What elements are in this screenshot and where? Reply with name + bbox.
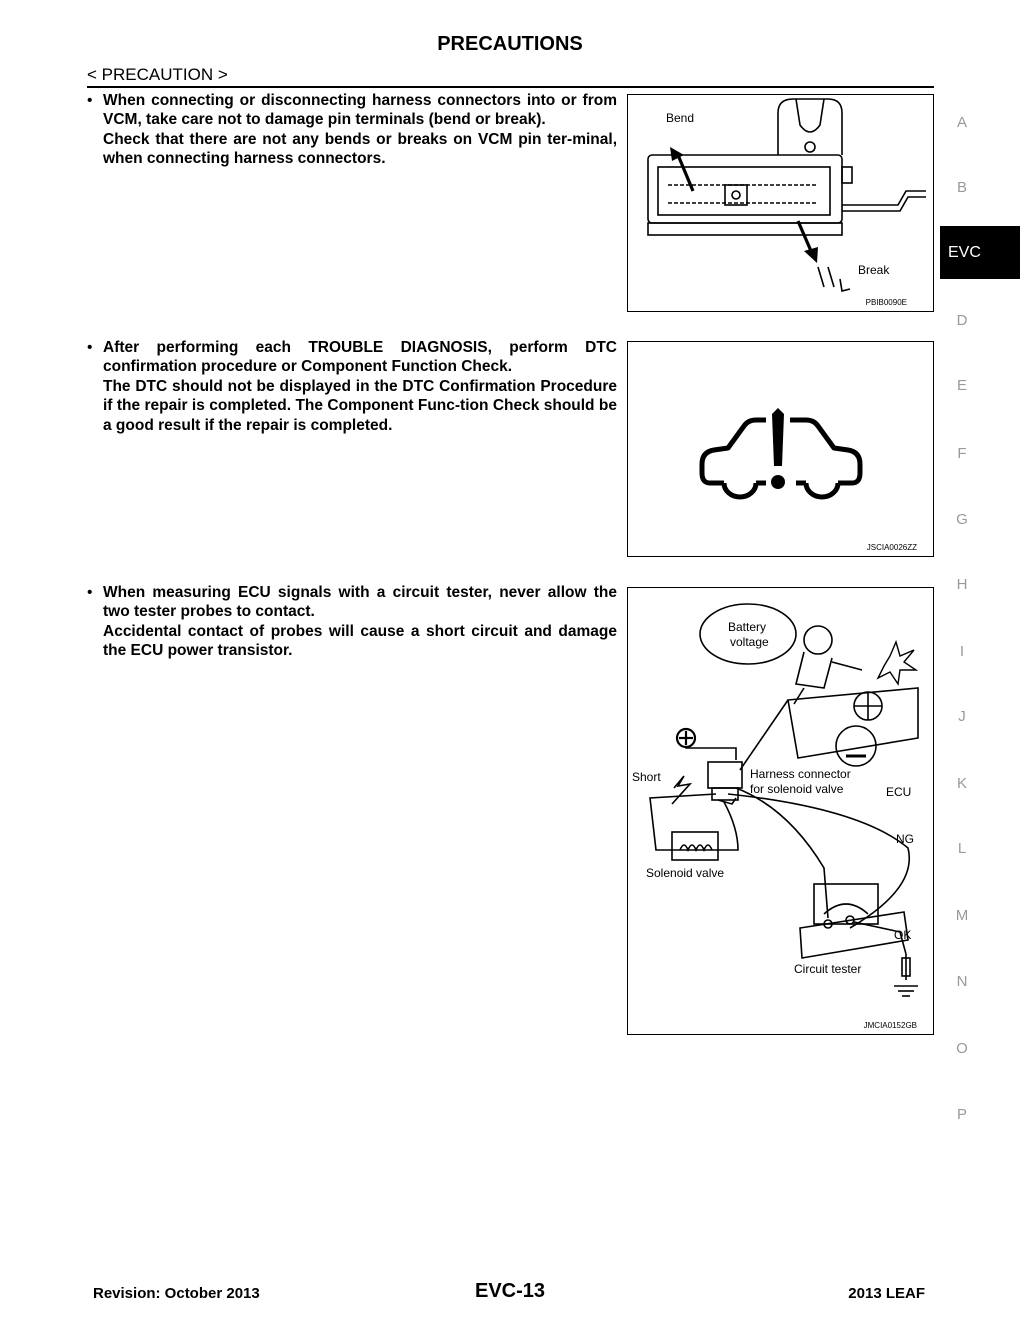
footer-page-number: EVC-13	[474, 1280, 546, 1302]
solenoid-label: Solenoid valve	[646, 866, 725, 880]
bullet-marker: •	[87, 92, 93, 109]
figure-id: JMCIA0152GB	[863, 1021, 917, 1030]
precaution-text: When measuring ECU signals with a circuit tester, never allow the two tester probes to contact.	[103, 584, 617, 621]
index-letter[interactable]: G	[956, 511, 968, 528]
footer-model: 2013 LEAF	[848, 1285, 925, 1302]
index-tab-active[interactable]: EVC	[940, 226, 1020, 279]
index-letter[interactable]: B	[956, 179, 967, 196]
index-letter[interactable]: L	[957, 840, 967, 857]
header-divider	[87, 86, 934, 88]
precaution-item-dtc	[87, 338, 617, 435]
figure-vcm-pin-terminals	[627, 94, 934, 312]
precaution-item-connectors	[87, 91, 617, 169]
battery-label: voltage	[730, 635, 769, 649]
circuit-tester-diagram	[628, 588, 933, 1034]
short-label: Short	[632, 770, 661, 784]
harness-label: Harness connector	[750, 767, 851, 781]
figure-circuit-tester	[627, 587, 934, 1035]
precaution-text: The DTC should not be displayed in the DTC Confirmation Procedure if the repair is completed. The Component Func-tion Check should be a good result if the repair is completed.	[103, 377, 617, 434]
index-letter[interactable]: K	[956, 775, 967, 792]
precaution-text: Accidental contact of probes will cause a short circuit and damage the ECU power transistor.	[103, 622, 617, 660]
index-letter[interactable]: F	[957, 445, 967, 462]
precaution-text: Check that there are not any bends or breaks on VCM pin ter-minal, when connecting harness connectors.	[103, 130, 617, 168]
precaution-text: After performing each TROUBLE DIAGNOSIS, perform DTC confirmation procedure or Component Function Check.	[103, 339, 617, 376]
section-label: < PRECAUTION >	[87, 65, 228, 84]
harness-label: for solenoid valve	[750, 782, 844, 796]
index-letter[interactable]: I	[959, 643, 965, 660]
index-letter[interactable]: N	[956, 973, 968, 990]
bend-label: Bend	[666, 111, 695, 125]
index-letter[interactable]: M	[955, 907, 969, 924]
ok-label: OK	[894, 928, 912, 942]
index-letter[interactable]: D	[956, 312, 968, 329]
index-letter[interactable]: E	[956, 377, 967, 394]
vcm-connector-diagram	[628, 95, 933, 311]
index-letter[interactable]: J	[958, 708, 966, 725]
figure-car-warning	[627, 341, 934, 557]
ng-label: NG	[896, 832, 914, 846]
index-letter[interactable]: A	[956, 114, 967, 131]
circuit-tester-label: Circuit tester	[794, 962, 862, 976]
car-warning-icon	[628, 342, 933, 556]
index-letter[interactable]: O	[956, 1040, 968, 1057]
footer-revision: Revision: October 2013	[93, 1285, 260, 1302]
precaution-item-tester	[87, 583, 617, 661]
battery-label: Battery	[728, 620, 767, 634]
figure-id: JSCIA0026ZZ	[866, 543, 917, 552]
page-title: PRECAUTIONS	[437, 33, 583, 55]
bullet-marker: •	[87, 584, 93, 601]
break-label: Break	[858, 263, 890, 277]
figure-id: PBIB0090E	[865, 298, 907, 307]
ecu-label: ECU	[886, 785, 912, 799]
index-letter[interactable]: H	[956, 576, 968, 593]
precaution-text: When connecting or disconnecting harness connectors into or from VCM, take care not to damage pin terminals (bend or break).	[103, 92, 617, 129]
index-letter[interactable]: P	[956, 1106, 967, 1123]
bullet-marker: •	[87, 339, 93, 356]
